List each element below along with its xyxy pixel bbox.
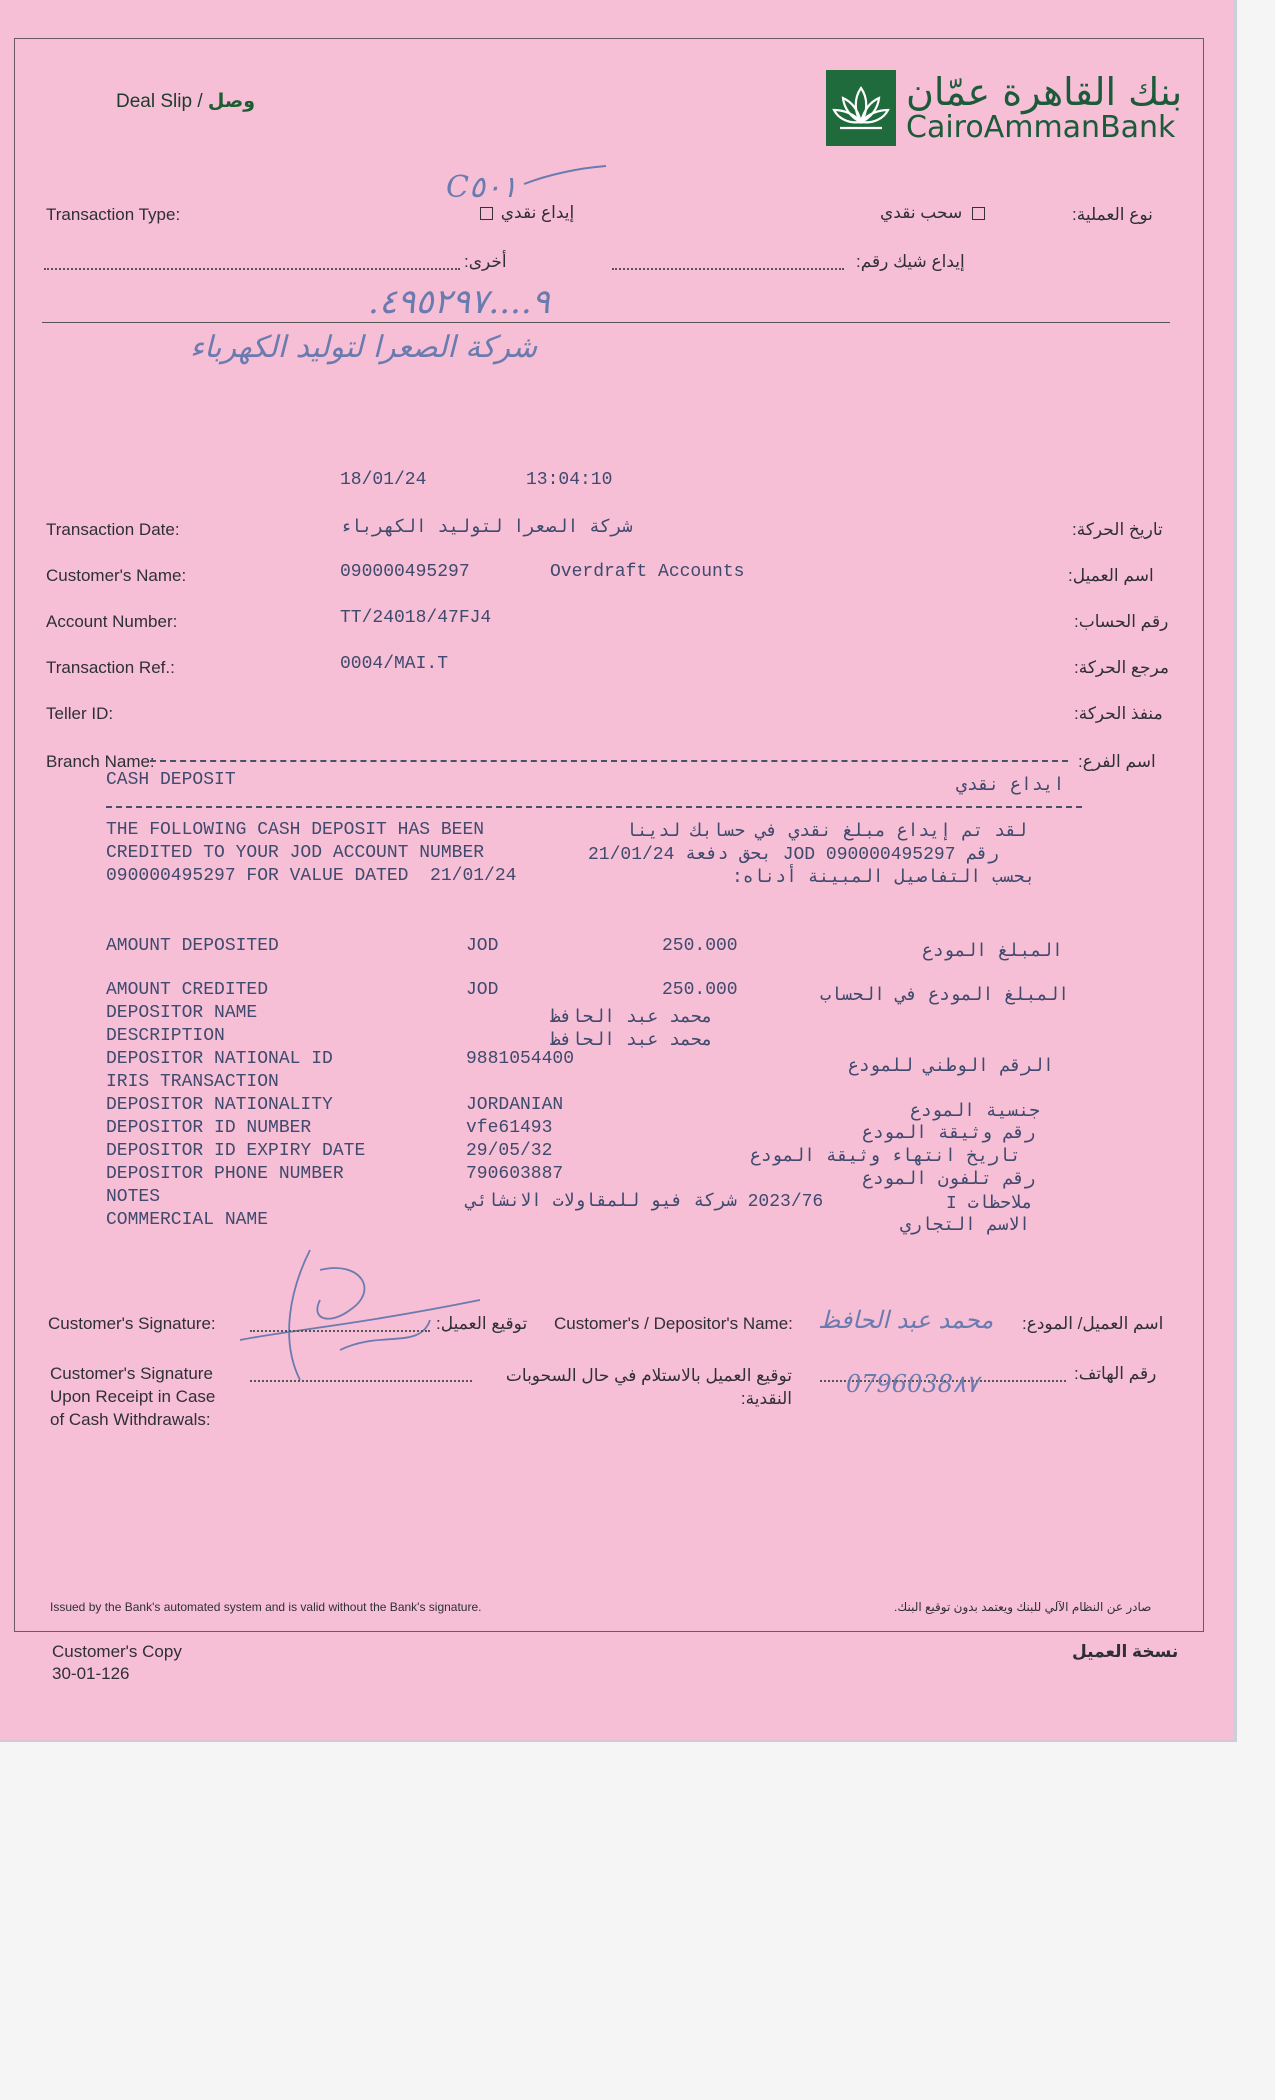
handwritten-code: C٥٠١: [446, 170, 518, 205]
lotus-logo-icon: [826, 70, 896, 146]
row-label: NOTES: [106, 1187, 161, 1207]
bank-name-arabic: بنك القاهرة عمّان: [906, 70, 1183, 114]
transaction-time-value: 13:04:10: [526, 470, 613, 490]
branch-name-label-ar: اسم الفرع:: [1078, 752, 1156, 771]
row-value: JORDANIAN: [466, 1095, 564, 1115]
footer-note: Issued by the Bank's automated system and is valid without the Bank's signature.: [50, 1600, 482, 1614]
row-label-ar: المبلغ المودع: [922, 942, 1063, 962]
account-number-label-ar: رقم الحساب:: [1074, 612, 1169, 631]
row-label: AMOUNT CREDITED: [106, 980, 269, 1000]
account-number-value: 090000495297: [340, 562, 470, 582]
customer-signature-label: Customer's Signature:: [48, 1314, 216, 1333]
customer-name-label-ar: اسم العميل:: [1068, 566, 1154, 585]
handwritten-number: .٩....٤٩٥٢٩٧: [368, 282, 550, 322]
row-label-ar: تاريخ انتهاء وثيقة المودع: [750, 1147, 1021, 1167]
printout-paragraph-ar-line: بحسب التفاصيل المبينة أدناه:: [732, 868, 1036, 888]
receipt-signature-label: Customer's Signature Upon Receipt in Case of Cash Withdrawals:: [50, 1364, 216, 1429]
row-value: 2023/76 شركة فيو للمقاولات الانشائي: [466, 1192, 824, 1212]
depositor-name-label-ar: اسم العميل/ المودع:: [1022, 1314, 1164, 1333]
row-label: DEPOSITOR NATIONAL ID: [106, 1049, 333, 1069]
printout-paragraph-line: 090000495297 FOR VALUE DATED 21/01/24: [106, 866, 517, 886]
row-value: 29/05/32: [466, 1141, 553, 1161]
row-label-ar: رقم وثيقة المودع: [862, 1124, 1036, 1144]
teller-id-label: Teller ID:: [46, 704, 114, 723]
row-label: DESCRIPTION: [106, 1026, 225, 1046]
account-number-label: Account Number:: [46, 612, 178, 631]
bank-name-english: CairoAmmanBank: [906, 110, 1176, 145]
cheque-deposit-label: إيداع شيك رقم:: [856, 252, 965, 271]
signature-dotted-line: [250, 1330, 430, 1332]
row-label-ar: ملاحظات I: [946, 1194, 1033, 1214]
form-code: 30-01-126: [52, 1664, 130, 1683]
transaction-type-label: Transaction Type:: [46, 205, 181, 224]
handwritten-company-name: شركة الصعرا لتوليد الكهرباء: [190, 330, 538, 365]
row-value: vfe61493: [466, 1118, 553, 1138]
transaction-ref-label: Transaction Ref.:: [46, 658, 175, 677]
row-label: DEPOSITOR NAME: [106, 1003, 258, 1023]
branch-name-label: Branch Name:: [46, 752, 155, 771]
row-value: 9881054400: [466, 1049, 575, 1069]
branch-dashed-line: [150, 760, 1068, 762]
printout-divider: [106, 806, 1082, 808]
row-currency: JOD: [466, 936, 499, 956]
row-label: DEPOSITOR NATIONALITY: [106, 1095, 333, 1115]
cheque-dotted-line: [612, 268, 844, 270]
row-value-ar: محمد عبد الحافظ: [550, 1031, 713, 1051]
row-currency: JOD: [466, 980, 499, 1000]
cash-deposit-option: إيداع نقدي: [480, 203, 574, 223]
printout-title-ar: ايداع نقدي: [956, 776, 1065, 796]
other-label: أخرى:: [464, 252, 507, 271]
row-label-ar: جنسية المودع: [910, 1102, 1041, 1122]
transaction-ref-value: TT/24018/47FJ4: [340, 608, 492, 628]
row-value: 790603887: [466, 1164, 564, 1184]
printout-paragraph-line: CREDITED TO YOUR JOD ACCOUNT NUMBER: [106, 843, 485, 863]
row-label-ar: المبلغ المودع في الحساب: [820, 986, 1070, 1006]
depositor-name-label: Customer's / Depositor's Name:: [554, 1314, 793, 1333]
printout-paragraph-line: THE FOLLOWING CASH DEPOSIT HAS BEEN: [106, 820, 485, 840]
handwritten-depositor-name: محمد عبد الحافظ: [818, 1306, 994, 1334]
row-amount: 250.000: [662, 936, 738, 956]
row-value-ar: محمد عبد الحافظ: [550, 1008, 713, 1028]
customer-copy-label: Customer's Copy: [52, 1642, 182, 1661]
transaction-ref-label-ar: مرجع الحركة:: [1074, 658, 1169, 677]
receipt-signature-label-ar: توقيع العميل بالاستلام في حال السحوبات النقدية:: [505, 1366, 792, 1408]
row-label-ar: الاسم التجاري: [900, 1216, 1031, 1236]
bank-logo: [826, 70, 896, 146]
phone-label-ar: رقم الهاتف:: [1074, 1364, 1157, 1383]
row-label: IRIS TRANSACTION: [106, 1072, 279, 1092]
transaction-date-label-ar: تاريخ الحركة:: [1072, 520, 1163, 539]
slip-title: Deal Slip / وصل: [116, 91, 256, 112]
row-label: DEPOSITOR PHONE NUMBER: [106, 1164, 344, 1184]
handwritten-stroke: [520, 160, 610, 190]
row-label-ar: رقم تلفون المودع: [862, 1170, 1036, 1190]
printout-title: CASH DEPOSIT: [106, 770, 236, 790]
printout-paragraph-ar-line: لقد تم إيداع مبلغ نقدي في حسابك لدينا: [626, 822, 1027, 842]
transaction-date-value: 18/01/24: [340, 470, 427, 490]
transaction-type-label-ar: نوع العملية:: [1072, 205, 1153, 224]
cash-withdrawal-option: سحب نقدي: [880, 203, 985, 223]
row-amount: 250.000: [662, 980, 738, 1000]
footer-note-ar: صادر عن النظام الآلي للبنك ويعتمد بدون توقيع البنك.: [894, 1600, 1152, 1614]
row-label: DEPOSITOR ID NUMBER: [106, 1118, 312, 1138]
teller-id-label-ar: منفذ الحركة:: [1074, 704, 1163, 723]
customer-copy-label-ar: نسخة العميل: [1072, 1642, 1179, 1661]
teller-id-value: 0004/MAI.T: [340, 654, 449, 674]
row-label: AMOUNT DEPOSITED: [106, 936, 279, 956]
transaction-date-label: Transaction Date:: [46, 520, 180, 539]
printout-paragraph-ar-line: رقم JOD 090000495297 بحق دفعة 21/01/24: [588, 845, 999, 865]
customer-name-value: شركة الصعرا لتوليد الكهرباء: [340, 518, 633, 538]
header-divider: [42, 322, 1170, 323]
handwritten-phone: 0796038٨٧: [846, 1370, 979, 1398]
account-type-value: Overdraft Accounts: [550, 562, 745, 582]
customer-name-label: Customer's Name:: [46, 566, 187, 585]
checkbox-icon: [972, 207, 985, 220]
row-label: DEPOSITOR ID EXPIRY DATE: [106, 1141, 366, 1161]
receipt-dotted-line: [250, 1380, 472, 1382]
customer-signature-label-ar: توقيع العميل:: [436, 1314, 528, 1333]
other-dotted-line: [44, 268, 460, 270]
row-label: COMMERCIAL NAME: [106, 1210, 269, 1230]
row-label-ar: الرقم الوطني للمودع: [848, 1057, 1054, 1077]
checkbox-icon: [480, 207, 493, 220]
